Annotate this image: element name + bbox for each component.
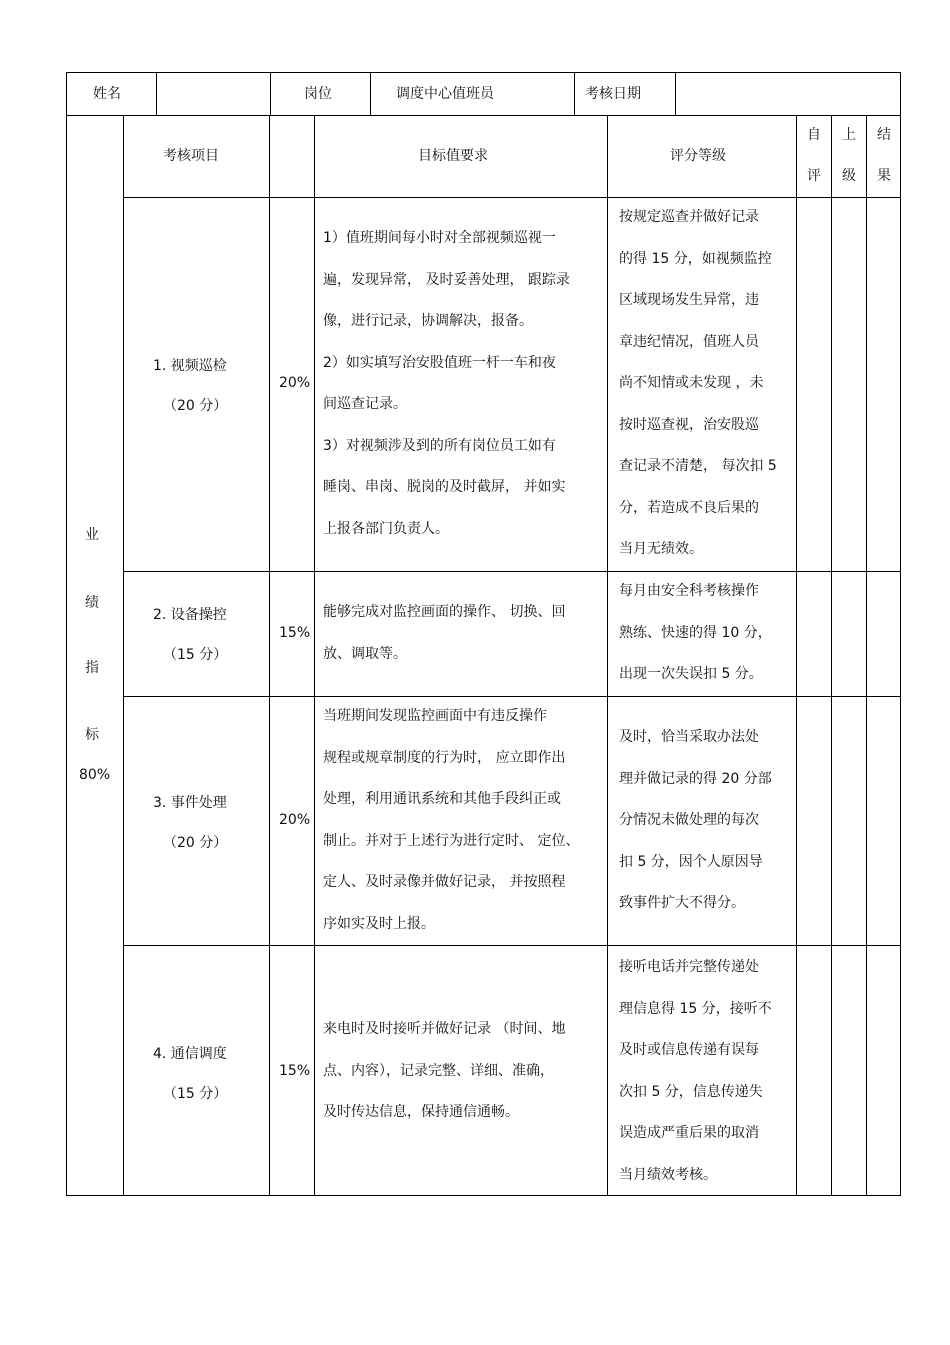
post-value: 调度中心值班员 xyxy=(396,86,494,102)
row-item-name: 4. 通信调度 xyxy=(153,1046,227,1062)
row-target: 来电时及时接听并做好记录 （时间、地 点、内容），记录完整、详细、准确， 及时传达信息，保持通信通畅。 xyxy=(323,1021,566,1120)
category-label-char: 绩 xyxy=(85,595,99,611)
row-item-name: 3. 事件处理 xyxy=(153,795,227,811)
row-weight: 15% xyxy=(279,625,311,641)
row-target: 当班期间发现监控画面中有违反操作 规程或规章制度的行为时， 应立即作出 处理，利用通讯系统和其他手段纠正或 制止。并对于上述行为进行定时、 定位、 定人、及时录像并做好记录， 并按照程 序如实及时上报。 xyxy=(323,708,580,932)
header-col-divider xyxy=(574,72,575,115)
header-col-divider xyxy=(156,72,157,115)
table-border-right xyxy=(900,72,901,1196)
self-eval-header-char: 评 xyxy=(807,168,821,184)
superior-header-char: 上 xyxy=(842,127,856,143)
row-item-name: 1. 视频巡检 xyxy=(153,358,227,374)
grading-column-header: 评分等级 xyxy=(670,148,726,164)
row-weight: 20% xyxy=(279,375,311,391)
row-item-name: 2. 设备操控 xyxy=(153,607,227,623)
superior-header-char: 级 xyxy=(842,168,856,184)
result-header-char: 果 xyxy=(877,168,891,184)
row-grading: 每月由安全科考核操作 熟练、快速的得 10 分， 出现一次失误扣 5 分。 xyxy=(619,583,772,682)
header-col-divider xyxy=(270,72,271,115)
row-item-points: （15 分） xyxy=(163,1086,228,1102)
body-col-divider xyxy=(269,115,270,1196)
row-weight: 15% xyxy=(279,1063,311,1079)
row-item-points: （20 分） xyxy=(163,835,228,851)
row-item-points: （20 分） xyxy=(163,398,228,414)
body-col-divider xyxy=(123,115,124,1196)
row-item-points: （15 分） xyxy=(163,647,228,663)
header-col-divider xyxy=(370,72,371,115)
post-label: 岗位 xyxy=(304,86,332,102)
result-header-char: 结 xyxy=(877,127,891,143)
row-weight: 20% xyxy=(279,812,311,828)
header-col-divider xyxy=(675,72,676,115)
date-label: 考核日期 xyxy=(585,86,641,102)
row-grading: 接听电话并完整传递处 理信息得 15 分，接听不 及时或信息传递有误每 次扣 5 分，信息传递失 误造成严重后果的取消 当月绩效考核。 xyxy=(619,959,772,1183)
category-label-char: 80% xyxy=(79,767,111,783)
category-label-char: 业 xyxy=(85,527,99,543)
assessment-table xyxy=(66,72,901,1196)
table-border-top xyxy=(66,72,901,73)
body-col-divider xyxy=(314,115,315,1196)
target-column-header: 目标值要求 xyxy=(418,148,488,164)
self-eval-header-char: 自 xyxy=(807,127,821,143)
row-grading: 按规定巡查并做好记录 的得 15 分，如视频监控 区域现场发生异常，违 章违纪情况，值班人员 尚不知情或未发现 ，未 按时巡查视，治安股巡 查记录不清楚， 每次扣 5 分，若造成不良后果的 当月无绩效。 xyxy=(619,209,777,557)
header-row-divider xyxy=(66,115,901,116)
table-border-left xyxy=(66,72,67,1196)
item-column-header: 考核项目 xyxy=(163,148,219,164)
row-target: 1）值班期间每小时对全部视频巡视一 遍，发现异常， 及时妥善处理， 跟踪录 像，进行记录，协调解决，报备。 2）如实填写治安股值班一杆一车和夜 间巡查记录。 3）对视频涉及到的所有岗位员工如有 睡岗、串岗、脱岗的及时截屏， 并如实 上报各部门负责人。 xyxy=(323,230,570,537)
row-divider xyxy=(123,945,901,946)
row-target: 能够完成对监控画面的操作、 切换、回 放、调取等。 xyxy=(323,604,566,662)
category-label-char: 指 xyxy=(85,660,99,676)
result-cell[interactable] xyxy=(867,198,900,571)
self-eval-cell[interactable] xyxy=(797,198,831,571)
superior-cell[interactable] xyxy=(832,198,866,571)
row-grading: 及时，恰当采取办法处 理并做记录的得 20 分部 分情况未做处理的每次 扣 5 分，因个人原因导 致事件扩大不得分。 xyxy=(619,729,772,911)
name-label: 姓名 xyxy=(93,86,121,102)
category-label-char: 标 xyxy=(85,727,99,743)
